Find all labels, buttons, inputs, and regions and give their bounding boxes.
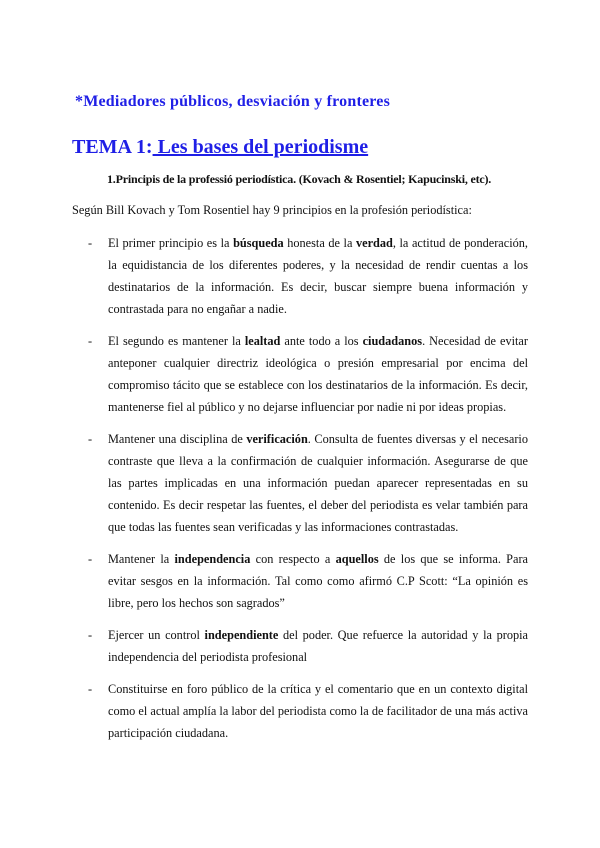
bullet-dash: -: [88, 628, 93, 642]
bold-keyword: independiente: [204, 628, 279, 642]
text-run: de los que se informa. Para evitar sesgos en la información. Tal como como afirmó C.P Scott: “La opinión es libre, pero los hechos son sagrados”: [108, 552, 529, 610]
bullet-dash: -: [88, 334, 93, 348]
list-item: [88, 330, 528, 418]
bold-keyword: verificación: [246, 432, 308, 446]
bullet-dash: -: [88, 432, 93, 446]
bold-keyword: búsqueda: [233, 236, 284, 250]
text-run: . Consulta de fuentes diversas y el necesario contraste que lleva a la confirmación de cualquier información. Asegurarse de que las partes implicadas en una información puedan aparecer representadas en su contenido. Es decir respetar las fuentes, el deber del periodista es velar también para que todas las fuentes sean verificadas y las informaciones contrastadas.: [108, 432, 528, 534]
list-item: [88, 232, 528, 320]
topic-title: Les bases del periodisme: [152, 136, 369, 158]
text-run: ante todo a los: [280, 334, 363, 348]
bold-keyword: verdad: [355, 236, 393, 250]
topic-number: TEMA 1:: [72, 136, 153, 158]
bullet-dash: -: [88, 236, 93, 250]
text-run: El primer principio es la: [108, 236, 234, 250]
text-run: El segundo es mantener la: [108, 334, 245, 348]
text-run: del poder. Que refuerce la autoridad y la propia independencia del periodista profesional: [108, 628, 529, 664]
topic-heading: [72, 136, 368, 159]
text-run: Ejercer un control: [108, 628, 205, 642]
bullet-dash: -: [88, 552, 93, 566]
list-item: [88, 428, 528, 538]
document-subtitle: *Mediadores públicos, desviación y fronteres: [75, 93, 391, 110]
list-item: [88, 548, 528, 614]
text-run: honesta de la: [283, 236, 356, 250]
intro-paragraph: Según Bill Kovach y Tom Rosentiel hay 9 principios en la profesión periodística:: [72, 203, 472, 217]
section-heading: 1.Principis de la professió periodística. (Kovach & Rosentiel; Kapucinski, etc).: [107, 172, 492, 186]
text-run: , la actitud de ponderación, la equidistancia de los diferentes poderes, y la necesidad de rendir cuentas a los destinatarios de la información. Es decir, buscar siempre buena información y contrastada para no engañar a nadie.: [108, 236, 529, 316]
text-run: con respecto a: [250, 552, 336, 566]
principles-list: [88, 232, 528, 754]
text-run: Mantener una disciplina de: [108, 432, 247, 446]
bold-keyword: lealtad: [244, 334, 281, 348]
bullet-dash: -: [88, 682, 93, 696]
bold-keyword: aquellos: [335, 552, 379, 566]
bold-keyword: independencia: [174, 552, 251, 566]
text-run: . Necesidad de evitar anteponer cualquier directriz ideológica o presión empresarial por encima del compromiso tácito que se establece con los destinatarios de la información. Es decir, mantenerse fiel al público y no dejarse influenciar por nadie ni por ideas propias.: [108, 334, 528, 414]
list-item: [88, 624, 528, 668]
text-run: Constituirse en foro público de la crítica y el comentario que en un contexto digital como el actual amplía la labor del periodista como la de facilitador de una más activa participación ciudadana.: [108, 682, 528, 740]
bold-keyword: ciudadanos: [362, 334, 423, 348]
text-run: Mantener la: [108, 552, 175, 566]
list-item: [88, 678, 528, 744]
